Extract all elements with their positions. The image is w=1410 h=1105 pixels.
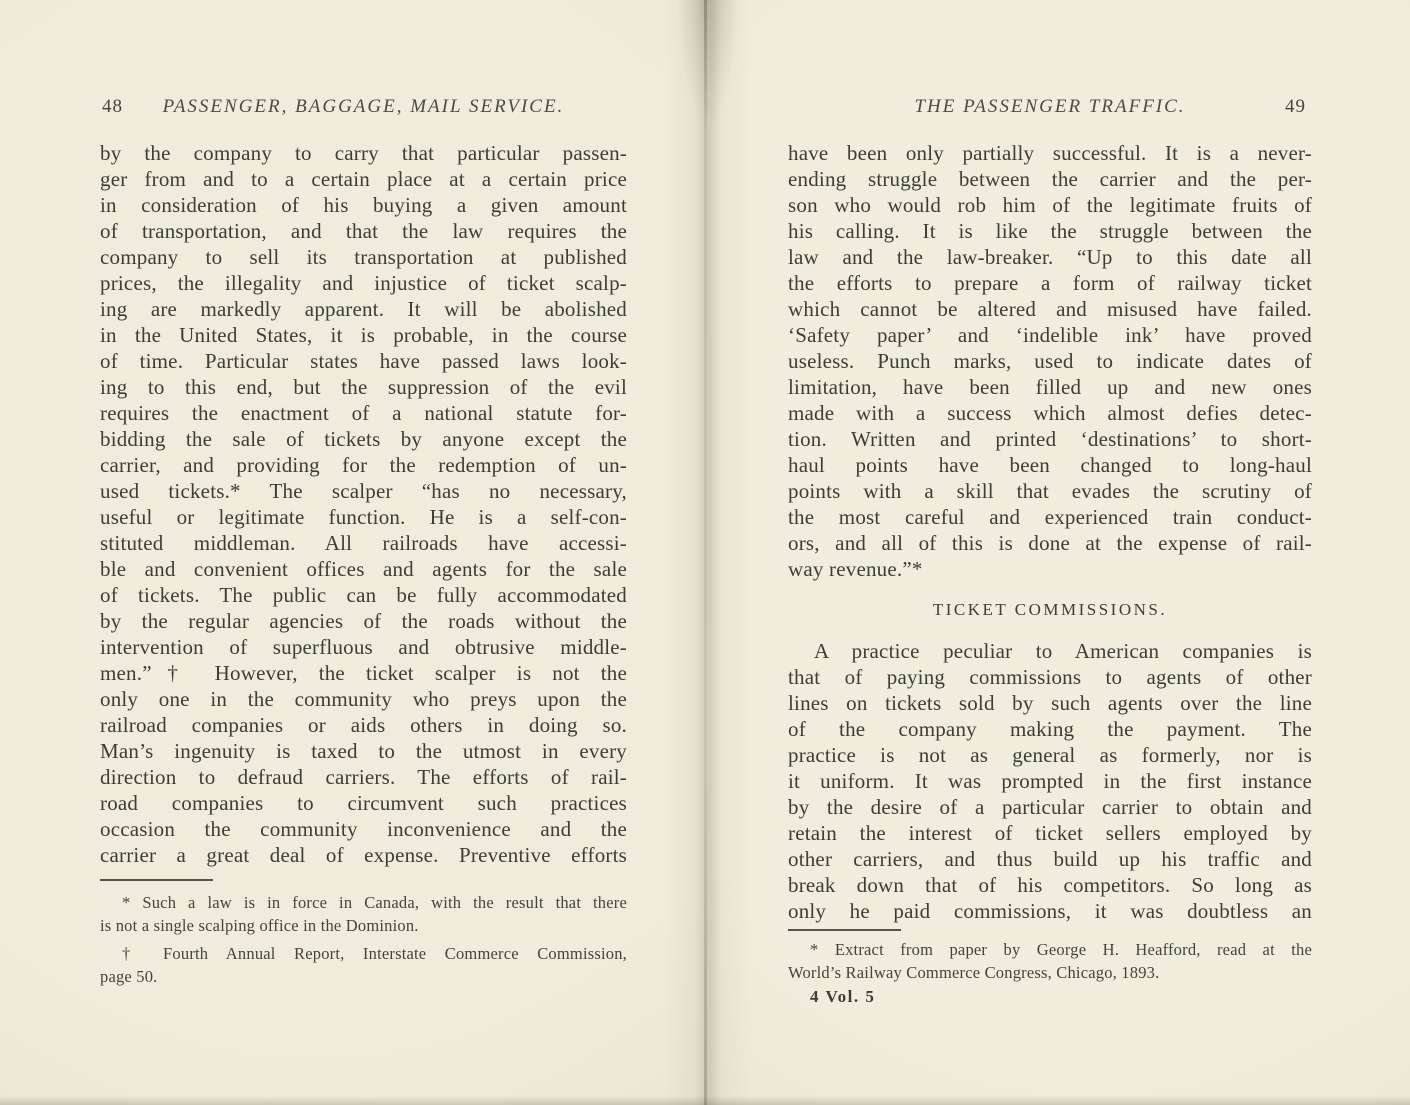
left-running-title: PASSENGER, BAGGAGE, MAIL SERVICE. (162, 96, 565, 117)
text-line: that of paying commissions to agents of other (788, 665, 1312, 689)
text-line: ors, and all of this is done at the expense of rail- (788, 531, 1312, 555)
text-line: ble and convenient offices and agents for the sale (100, 557, 627, 581)
text-line: by the desire of a particular carrier to obtain and (788, 795, 1312, 819)
text-line: useful or legitimate function. He is a self-con- (100, 505, 627, 529)
text-line: only one in the community who preys upon the (100, 687, 627, 711)
right-page (706, 0, 1410, 1105)
right-body-text-upper (788, 140, 1312, 582)
text-line: direction to defraud carriers. The efforts of rail- (100, 765, 627, 789)
text-line: have been only partially successful. It is a never- (788, 141, 1312, 165)
text-line: of the company making the payment. The (788, 717, 1312, 741)
text-line: stituted middleman. All railroads have accessi- (100, 531, 627, 555)
text-line: son who would rob him of the legitimate fruits of (788, 193, 1312, 217)
text-line: occasion the community inconvenience and the (100, 817, 627, 841)
right-running-head (788, 96, 1312, 122)
text-line: of tickets. The public can be fully accommodated (100, 583, 627, 607)
text-line: ing to this end, but the suppression of the evil (100, 375, 627, 399)
footnote-line: World’s Railway Commerce Congress, Chicago, 1893. (788, 963, 1160, 982)
text-line: men.”† However, the ticket scalper is not the (100, 661, 627, 685)
text-line: useless. Punch marks, used to indicate dates of (788, 349, 1312, 373)
footnote-line: † Fourth Annual Report, Interstate Commerce Commission, (122, 944, 627, 963)
text-line: of time. Particular states have passed laws look- (100, 349, 627, 373)
left-page-number: 48 (102, 96, 123, 117)
text-line: railroad companies or aids others in doing so. (100, 713, 627, 737)
text-line: A practice peculiar to American companies is (814, 639, 1312, 663)
footnote-line: * Such a law is in force in Canada, with the result that there (122, 893, 627, 912)
text-line: bidding the sale of tickets by anyone except the (100, 427, 627, 451)
text-line: law and the law-breaker. “Up to this date all (788, 245, 1312, 269)
footnote-line: page 50. (100, 967, 158, 986)
text-line: by the company to carry that particular passen- (100, 141, 627, 165)
right-body-text-lower (788, 638, 1312, 924)
text-line: intervention of superfluous and obtrusive middle- (100, 635, 627, 659)
section-heading: TICKET COMMISSIONS. (932, 600, 1168, 619)
text-line: limitation, have been filled up and new ones (788, 375, 1312, 399)
text-line: made with a success which almost defies detec- (788, 401, 1312, 425)
text-line: only he paid commissions, it was doubtless an (788, 899, 1312, 923)
text-line: company to sell its transportation at published (100, 245, 627, 269)
text-line: used tickets.* The scalper “has no necessary, (100, 479, 627, 503)
left-running-head (100, 96, 627, 122)
text-line: his calling. It is like the struggle between the (788, 219, 1312, 243)
text-line: ger from and to a certain place at a certain price (100, 167, 627, 191)
text-line: carrier, and providing for the redemption of un- (100, 453, 627, 477)
left-footnotes (100, 891, 627, 988)
text-line: the efforts to prepare a form of railway ticket (788, 271, 1312, 295)
right-footnote-rule (788, 929, 901, 931)
text-line: in consideration of his buying a given amount (100, 193, 627, 217)
text-line: lines on tickets sold by such agents over the line (788, 691, 1312, 715)
printer-signature-mark: 4 Vol. 5 (810, 987, 876, 1006)
text-line: prices, the illegality and injustice of ticket scalp- (100, 271, 627, 295)
text-line: of transportation, and that the law requires the (100, 219, 627, 243)
text-line: practice is not as general as formerly, nor is (788, 743, 1312, 767)
footnote-line: * Extract from paper by George H. Heafford, read at the (810, 940, 1312, 959)
footnote-line: is not a single scalping office in the Dominion. (100, 916, 419, 935)
text-line: by the regular agencies of the roads without the (100, 609, 627, 633)
text-line: ending struggle between the carrier and the per- (788, 167, 1312, 191)
text-line: ing are markedly apparent. It will be abolished (100, 297, 627, 321)
text-line: tion. Written and printed ‘destinations’ to short- (788, 427, 1312, 451)
left-body-text (100, 140, 627, 868)
left-footnote-rule (100, 879, 213, 881)
text-line: ‘Safety paper’ and ‘indelible ink’ have proved (788, 323, 1312, 347)
text-line: road companies to circumvent such practices (100, 791, 627, 815)
text-line: in the United States, it is probable, in the course (100, 323, 627, 347)
text-line: the most careful and experienced train conduct- (788, 505, 1312, 529)
text-line: carrier a great deal of expense. Preventive efforts (100, 843, 627, 867)
text-line: break down that of his competitors. So long as (788, 873, 1312, 897)
text-line: haul points have been changed to long-haul (788, 453, 1312, 477)
right-page-number: 49 (1285, 96, 1306, 117)
text-line: other carriers, and thus build up his traffic and (788, 847, 1312, 871)
text-line: way revenue.”* (788, 557, 923, 581)
text-line: which cannot be altered and misused have failed. (788, 297, 1312, 321)
right-running-title: THE PASSENGER TRAFFIC. (914, 96, 1186, 117)
text-line: requires the enactment of a national statute for- (100, 401, 627, 425)
right-footnotes (788, 938, 1312, 984)
text-line: points with a skill that evades the scrutiny of (788, 479, 1312, 503)
text-line: Man’s ingenuity is taxed to the utmost in every (100, 739, 627, 763)
text-line: it uniform. It was prompted in the first instance (788, 769, 1312, 793)
text-line: retain the interest of ticket sellers employed by (788, 821, 1312, 845)
